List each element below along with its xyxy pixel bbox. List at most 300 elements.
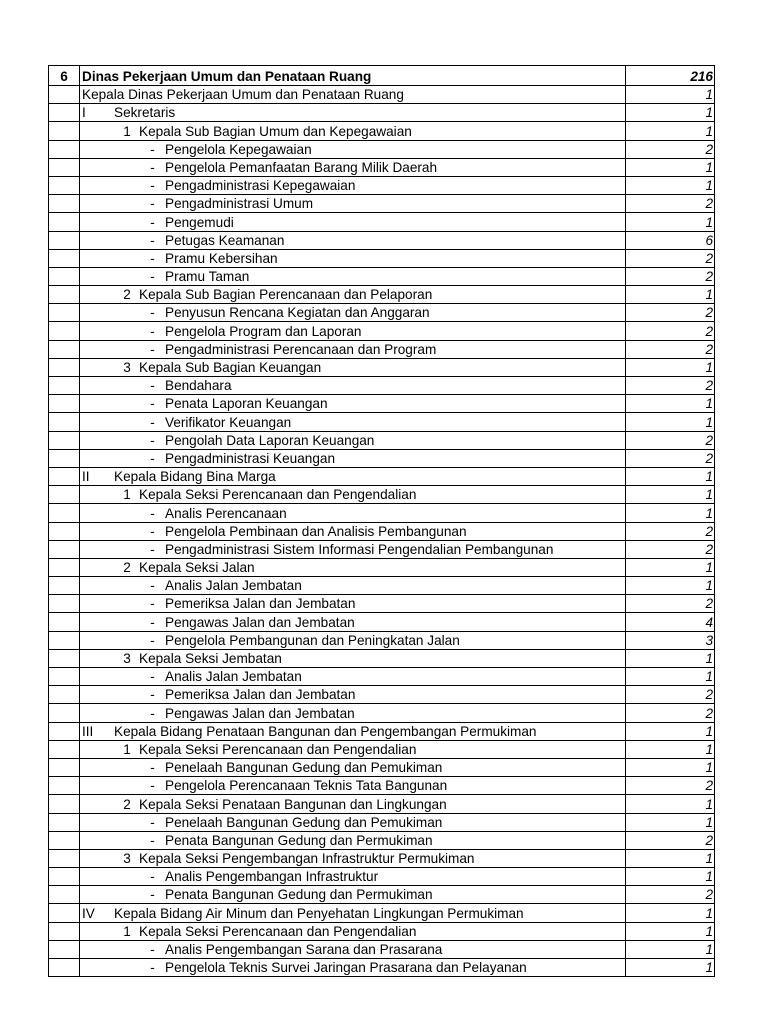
row-number-cell: [49, 631, 80, 649]
quantity-cell: 1: [626, 395, 715, 413]
table-row: [49, 358, 715, 376]
number-marker: 3: [123, 851, 131, 867]
position-name-cell: [80, 304, 626, 322]
table-row: [49, 431, 715, 449]
position-name-cell: [80, 176, 626, 194]
quantity-cell: 1: [626, 922, 715, 940]
table-row: [49, 959, 715, 977]
position-name-cell: [80, 158, 626, 176]
position-name-cell: [80, 358, 626, 376]
position-name-cell: [80, 722, 626, 740]
position-label: Kepala Seksi Penataan Bangunan dan Lingkungan: [139, 796, 447, 812]
quantity-cell: 1: [626, 577, 715, 595]
table-row: [49, 176, 715, 194]
table-row: [49, 467, 715, 485]
position-name-cell: [80, 104, 626, 122]
quantity-cell: 1: [626, 358, 715, 376]
dash-marker: -: [150, 596, 155, 612]
quantity-cell: 1: [626, 868, 715, 886]
table-row: [49, 631, 715, 649]
row-number-cell: [49, 668, 80, 686]
position-name-cell: [80, 504, 626, 522]
dash-marker: -: [150, 323, 155, 339]
table-row: [49, 486, 715, 504]
row-number-cell: [49, 340, 80, 358]
table-row: [49, 831, 715, 849]
position-name-cell: [80, 558, 626, 576]
table-row: [49, 286, 715, 304]
table-row: [49, 66, 715, 86]
position-name-cell: [80, 122, 626, 140]
position-name-cell: [80, 668, 626, 686]
position-label: Analis Pengembangan Infrastruktur: [165, 869, 379, 885]
position-label: Penelaah Bangunan Gedung dan Pemukiman: [165, 814, 443, 830]
position-name-cell: [80, 777, 626, 795]
position-name-cell: [80, 467, 626, 485]
table-row: [49, 340, 715, 358]
position-label: Pemeriksa Jalan dan Jembatan: [165, 687, 356, 703]
number-marker: 1: [123, 487, 131, 503]
row-number-cell: [49, 286, 80, 304]
number-marker: 2: [123, 796, 131, 812]
table-row: [49, 413, 715, 431]
position-name-cell: [80, 449, 626, 467]
quantity-cell: 1: [626, 413, 715, 431]
dash-marker: -: [150, 705, 155, 721]
position-name-cell: [80, 340, 626, 358]
quantity-cell: 2: [626, 449, 715, 467]
table-row: [49, 704, 715, 722]
position-name-cell: [80, 704, 626, 722]
position-name-cell: [80, 886, 626, 904]
row-number-cell: [49, 922, 80, 940]
position-name-cell: [80, 940, 626, 958]
position-label: Kepala Dinas Pekerjaan Umum dan Penataan Ruang: [82, 87, 404, 103]
position-label: Pengawas Jalan dan Jembatan: [165, 614, 355, 630]
quantity-cell: 1: [626, 504, 715, 522]
position-label: Pengelola Pemanfaatan Barang Milik Daerah: [165, 159, 438, 175]
position-label: Pengelola Program dan Laporan: [165, 323, 362, 339]
quantity-cell: 2: [626, 886, 715, 904]
position-name-cell: [80, 649, 626, 667]
position-label: Pengadministrasi Sistem Informasi Pengendalian Pembangunan: [165, 541, 554, 557]
position-name-cell: [80, 540, 626, 558]
dash-marker: -: [150, 414, 155, 430]
position-name-cell: [80, 322, 626, 340]
table-row: [49, 649, 715, 667]
quantity-cell: 2: [626, 831, 715, 849]
position-label: Analis Perencanaan: [165, 505, 287, 521]
table-row: [49, 322, 715, 340]
row-number-cell: [49, 304, 80, 322]
position-label: Kepala Seksi Pengembangan Infrastruktur Permukiman: [139, 851, 475, 867]
table-row: [49, 449, 715, 467]
quantity-cell: 2: [626, 540, 715, 558]
table-row: [49, 886, 715, 904]
row-number-cell: [49, 704, 80, 722]
row-number-cell: [49, 758, 80, 776]
position-name-cell: [80, 213, 626, 231]
row-number-cell: [49, 959, 80, 977]
number-marker: 2: [123, 287, 131, 303]
position-label: Pengadministrasi Perencanaan dan Program: [165, 341, 437, 357]
position-label: Kepala Sub Bagian Perencanaan dan Pelaporan: [139, 287, 433, 303]
row-number-cell: [49, 122, 80, 140]
position-label: Analis Pengembangan Sarana dan Prasarana: [165, 942, 443, 957]
position-name-cell: [80, 758, 626, 776]
dash-marker: -: [150, 450, 155, 466]
row-number-cell: [49, 322, 80, 340]
quantity-cell: 2: [626, 431, 715, 449]
table-row: [49, 722, 715, 740]
position-label: Kepala Seksi Jalan: [139, 560, 255, 576]
row-number-cell: [49, 649, 80, 667]
quantity-cell: 1: [626, 849, 715, 867]
table-row: [49, 304, 715, 322]
dash-marker: -: [150, 832, 155, 848]
number-marker: 1: [123, 123, 131, 139]
quantity-cell: 1: [626, 86, 715, 104]
row-number-cell: [49, 358, 80, 376]
staffing-table-sheet: [48, 65, 713, 977]
row-number-cell: [49, 377, 80, 395]
row-number-cell: [49, 140, 80, 158]
table-row: [49, 595, 715, 613]
position-name-cell: [80, 249, 626, 267]
position-label: Kepala Bidang Bina Marga: [114, 469, 276, 485]
position-label: Kepala Sub Bagian Keuangan: [139, 360, 322, 375]
position-name-cell: [80, 66, 626, 86]
quantity-cell: 1: [626, 649, 715, 667]
dash-marker: -: [150, 814, 155, 830]
position-label: Pengadministrasi Umum: [165, 196, 314, 212]
table-row: [49, 158, 715, 176]
row-number-cell: [49, 886, 80, 904]
quantity-cell: 1: [626, 722, 715, 740]
quantity-cell: 1: [626, 558, 715, 576]
row-number-cell: [49, 86, 80, 104]
roman-marker: III: [82, 723, 94, 739]
row-number-cell: [49, 831, 80, 849]
quantity-cell: 1: [626, 959, 715, 977]
number-marker: 3: [123, 651, 131, 666]
position-label: Pengadministrasi Kepegawaian: [165, 178, 356, 194]
roman-marker: IV: [82, 905, 95, 921]
row-number-cell: [49, 558, 80, 576]
table-row: [49, 213, 715, 231]
position-label: Pengawas Jalan dan Jembatan: [165, 705, 355, 721]
position-name-cell: [80, 740, 626, 758]
row-number-cell: [49, 686, 80, 704]
position-label: Pramu Taman: [165, 269, 250, 285]
table-row: [49, 267, 715, 285]
roman-marker: I: [82, 105, 86, 121]
position-label: Analis Jalan Jembatan: [165, 669, 302, 685]
quantity-cell: 1: [626, 486, 715, 504]
position-label: Petugas Keamanan: [165, 232, 285, 248]
row-number-cell: [49, 158, 80, 176]
row-number-cell: [49, 213, 80, 231]
row-number-cell: [49, 577, 80, 595]
row-number-cell: [49, 431, 80, 449]
position-name-cell: [80, 849, 626, 867]
dash-marker: -: [150, 214, 155, 230]
table-row: [49, 868, 715, 886]
position-name-cell: [80, 413, 626, 431]
quantity-cell: 2: [626, 304, 715, 322]
row-number-cell: [49, 467, 80, 485]
dash-marker: -: [150, 887, 155, 903]
position-label: Pramu Kebersihan: [165, 250, 278, 266]
table-row: [49, 195, 715, 213]
position-label: Pemeriksa Jalan dan Jembatan: [165, 596, 356, 612]
quantity-cell: 1: [626, 795, 715, 813]
position-name-cell: [80, 631, 626, 649]
position-label: Penata Bangunan Gedung dan Permukiman: [165, 832, 433, 848]
table-row: [49, 777, 715, 795]
position-label: Verifikator Keuangan: [165, 414, 292, 430]
position-name-cell: [80, 522, 626, 540]
position-name-cell: [80, 231, 626, 249]
position-label: Pengelola Teknis Survei Jaringan Prasarana dan Pelayanan: [165, 960, 527, 976]
dash-marker: -: [150, 614, 155, 630]
position-label: Analis Jalan Jembatan: [165, 578, 302, 594]
row-number-cell: [49, 413, 80, 431]
dash-marker: -: [150, 178, 155, 194]
roman-marker: II: [82, 469, 90, 485]
table-row: [49, 795, 715, 813]
staffing-table-body: [49, 66, 715, 977]
quantity-cell: 1: [626, 813, 715, 831]
position-name-cell: [80, 595, 626, 613]
position-label: Kepala Seksi Perencanaan dan Pengendalian: [139, 487, 417, 503]
quantity-cell: 2: [626, 777, 715, 795]
table-row: [49, 904, 715, 922]
row-number-cell: [49, 395, 80, 413]
row-number-cell: [49, 104, 80, 122]
row-number-cell: [49, 722, 80, 740]
row-number-cell: [49, 740, 80, 758]
table-row: [49, 849, 715, 867]
row-number-cell: [49, 176, 80, 194]
position-name-cell: [80, 959, 626, 977]
quantity-cell: 2: [626, 322, 715, 340]
table-row: [49, 140, 715, 158]
quantity-cell: 1: [626, 904, 715, 922]
table-row: [49, 231, 715, 249]
number-marker: 3: [123, 360, 131, 375]
dash-marker: -: [150, 942, 155, 957]
position-name-cell: [80, 431, 626, 449]
position-name-cell: [80, 140, 626, 158]
row-number-cell: [49, 868, 80, 886]
row-number-cell: [49, 195, 80, 213]
dash-marker: -: [150, 523, 155, 539]
quantity-cell: 1: [626, 467, 715, 485]
position-label: Pengadministrasi Keuangan: [165, 450, 336, 466]
dash-marker: -: [150, 269, 155, 285]
position-name-cell: [80, 904, 626, 922]
dash-marker: -: [150, 432, 155, 448]
dash-marker: -: [150, 541, 155, 557]
row-number-cell: [49, 231, 80, 249]
position-name-cell: [80, 377, 626, 395]
row-number-cell: [49, 813, 80, 831]
position-label: Kepala Seksi Jembatan: [139, 651, 282, 666]
quantity-cell: 1: [626, 940, 715, 958]
dash-marker: -: [150, 141, 155, 157]
dash-marker: -: [150, 250, 155, 266]
quantity-cell: 4: [626, 613, 715, 631]
position-name-cell: [80, 831, 626, 849]
position-name-cell: [80, 86, 626, 104]
quantity-cell: 2: [626, 140, 715, 158]
row-number-cell: [49, 613, 80, 631]
quantity-cell: 1: [626, 122, 715, 140]
position-label: Penelaah Bangunan Gedung dan Pemukiman: [165, 760, 443, 776]
position-label: Kepala Seksi Perencanaan dan Pengendalian: [139, 923, 417, 939]
table-row: [49, 249, 715, 267]
row-number-cell: [49, 522, 80, 540]
dash-marker: -: [150, 687, 155, 703]
table-row: [49, 922, 715, 940]
dash-marker: -: [150, 578, 155, 594]
position-name-cell: [80, 813, 626, 831]
table-row: [49, 540, 715, 558]
quantity-cell: 1: [626, 158, 715, 176]
quantity-cell: 1: [626, 740, 715, 758]
table-row: [49, 395, 715, 413]
position-name-cell: [80, 395, 626, 413]
dash-marker: -: [150, 159, 155, 175]
table-row: [49, 940, 715, 958]
position-label: Sekretaris: [114, 105, 176, 121]
staffing-table: [48, 65, 715, 977]
row-number-cell: [49, 777, 80, 795]
quantity-cell: 1: [626, 286, 715, 304]
table-row: [49, 613, 715, 631]
table-row: [49, 686, 715, 704]
position-label: Penyusun Rencana Kegiatan dan Anggaran: [165, 305, 430, 321]
quantity-cell: 2: [626, 595, 715, 613]
table-row: [49, 813, 715, 831]
row-number-cell: [49, 267, 80, 285]
position-label: Kepala Bidang Penataan Bangunan dan Pengembangan Permukiman: [114, 723, 537, 739]
row-number-cell: [49, 595, 80, 613]
dash-marker: -: [150, 196, 155, 212]
dash-marker: -: [150, 669, 155, 685]
dash-marker: -: [150, 305, 155, 321]
table-row: [49, 504, 715, 522]
row-number-cell: [49, 449, 80, 467]
quantity-cell: 2: [626, 267, 715, 285]
position-label: Pengelola Kepegawaian: [165, 141, 312, 157]
position-label: Pengelola Perencanaan Teknis Tata Bangunan: [165, 778, 448, 794]
row-number-cell: [49, 904, 80, 922]
dash-marker: -: [150, 632, 155, 648]
position-name-cell: [80, 286, 626, 304]
dash-marker: -: [150, 341, 155, 357]
number-marker: 1: [123, 741, 131, 757]
quantity-cell: 6: [626, 231, 715, 249]
dash-marker: -: [150, 778, 155, 794]
position-name-cell: [80, 686, 626, 704]
quantity-cell: 1: [626, 213, 715, 231]
position-name-cell: [80, 195, 626, 213]
table-row: [49, 522, 715, 540]
unit-title: Dinas Pekerjaan Umum dan Penataan Ruang: [82, 69, 372, 84]
dash-marker: -: [150, 505, 155, 521]
table-row: [49, 86, 715, 104]
row-number-cell: [49, 540, 80, 558]
position-label: Kepala Sub Bagian Umum dan Kepegawaian: [139, 123, 412, 139]
table-row: [49, 758, 715, 776]
position-label: Kepala Bidang Air Minum dan Penyehatan Lingkungan Permukiman: [114, 905, 524, 921]
position-name-cell: [80, 868, 626, 886]
position-label: Bendahara: [165, 378, 232, 394]
position-name-cell: [80, 613, 626, 631]
row-number-cell: [49, 940, 80, 958]
quantity-cell: 1: [626, 104, 715, 122]
position-label: Penata Bangunan Gedung dan Permukiman: [165, 887, 433, 903]
quantity-cell: 2: [626, 704, 715, 722]
position-name-cell: [80, 922, 626, 940]
quantity-cell: 2: [626, 377, 715, 395]
quantity-cell: 2: [626, 522, 715, 540]
position-name-cell: [80, 486, 626, 504]
position-label: Pengelola Pembangunan dan Peningkatan Jalan: [165, 632, 460, 648]
row-number-cell: [49, 795, 80, 813]
position-name-cell: [80, 267, 626, 285]
dash-marker: -: [150, 960, 155, 976]
row-number-cell: [49, 849, 80, 867]
table-row: [49, 577, 715, 595]
row-number-cell: [49, 486, 80, 504]
position-label: Pengelola Pembinaan dan Analisis Pembangunan: [165, 523, 467, 539]
quantity-cell: 1: [626, 176, 715, 194]
position-label: Pengolah Data Laporan Keuangan: [165, 432, 375, 448]
dash-marker: -: [150, 378, 155, 394]
table-row: [49, 104, 715, 122]
table-row: [49, 122, 715, 140]
quantity-cell: 2: [626, 340, 715, 358]
number-marker: 1: [123, 923, 131, 939]
quantity-cell: 3: [626, 631, 715, 649]
number-marker: 2: [123, 560, 131, 576]
dash-marker: -: [150, 396, 155, 412]
position-label: Pengemudi: [165, 214, 234, 230]
quantity-cell: 1: [626, 668, 715, 686]
table-row: [49, 558, 715, 576]
row-number-cell: 6: [49, 66, 80, 86]
dash-marker: -: [150, 869, 155, 885]
position-name-cell: [80, 795, 626, 813]
dash-marker: -: [150, 232, 155, 248]
row-number-cell: [49, 249, 80, 267]
table-row: [49, 740, 715, 758]
table-row: [49, 377, 715, 395]
position-name-cell: [80, 577, 626, 595]
table-row: [49, 668, 715, 686]
position-label: Penata Laporan Keuangan: [165, 396, 328, 412]
position-label: Kepala Seksi Perencanaan dan Pengendalian: [139, 741, 417, 757]
quantity-cell: 2: [626, 195, 715, 213]
dash-marker: -: [150, 760, 155, 776]
quantity-cell: 1: [626, 758, 715, 776]
quantity-cell: 216: [626, 66, 715, 86]
quantity-cell: 2: [626, 249, 715, 267]
quantity-cell: 2: [626, 686, 715, 704]
